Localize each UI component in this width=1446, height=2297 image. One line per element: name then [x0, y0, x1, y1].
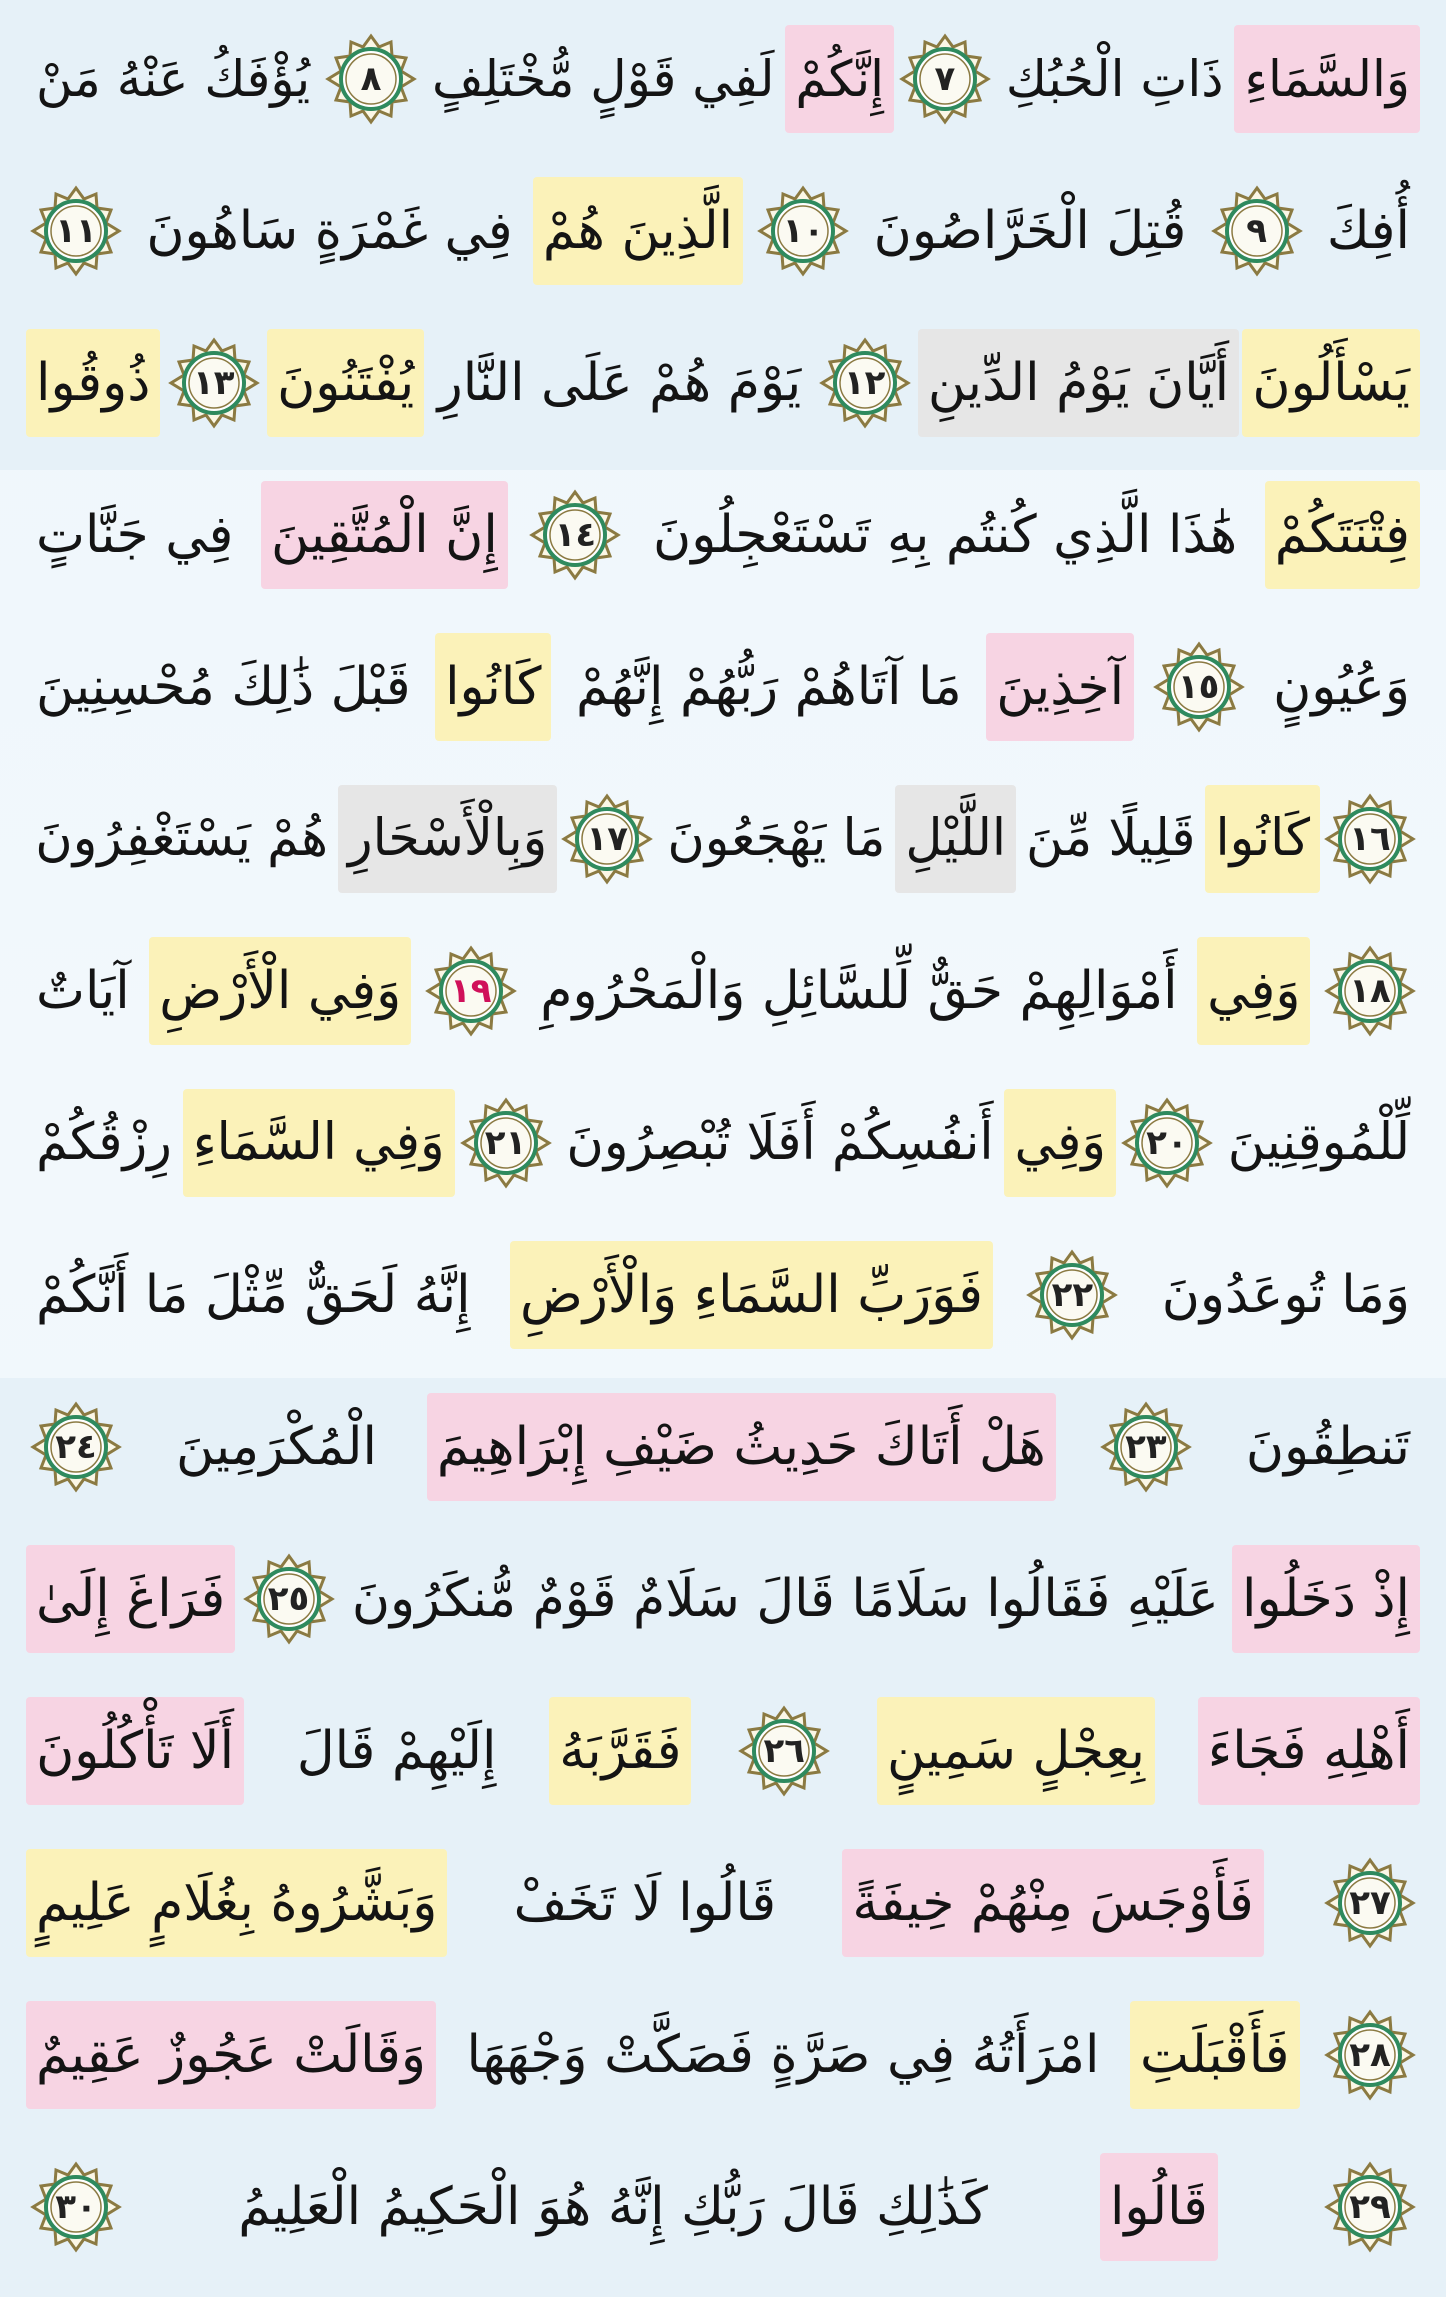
ayah-number-marker-icon [243, 1553, 335, 1645]
verse-text: أَنفُسِكُمْ أَفَلَا تُبْصِرُونَ [566, 1113, 994, 1172]
highlighted-phrase: بِعِجْلٍ سَمِينٍ [877, 1697, 1155, 1805]
ayah-number-marker-icon [30, 1401, 122, 1493]
highlighted-phrase: وَفِي [1004, 1089, 1116, 1197]
ayah-number-marker-icon [561, 793, 653, 885]
verse-text: امْرَأَتُهُ فِي صَرَّةٍ فَصَكَّتْ وَجْهَهَا [466, 2025, 1100, 2085]
verse-text: لِّلْمُوقِنِينَ [1227, 1113, 1410, 1172]
verse-line [20, 160, 1426, 302]
verse-text: الْمُكْرَمِينَ [176, 1417, 377, 1477]
ayah-number: ٣٠ [55, 2187, 97, 2227]
verse-text: تَنطِقُونَ [1245, 1417, 1410, 1477]
ayah-number-marker-icon [1026, 1249, 1118, 1341]
highlighted-phrase: فَأَوْجَسَ مِنْهُمْ خِيفَةً [842, 1849, 1263, 1957]
ayah-number-marker-icon [1100, 1401, 1192, 1493]
verse-line [20, 312, 1426, 454]
ayah-number: ٨ [360, 59, 382, 99]
verse-text: قَبْلَ ذَٰلِكَ مُحْسِنِينَ [36, 657, 411, 717]
verse-text: هَٰذَا الَّذِي كُنتُم بِهِ تَسْتَعْجِلُونَ [653, 505, 1238, 565]
verse-line [20, 768, 1426, 910]
verse-line [20, 1528, 1426, 1670]
ayah-number-marker-icon [738, 1705, 830, 1797]
ayah-number-marker-icon [30, 185, 122, 277]
ayah-number: ٢٥ [267, 1579, 310, 1619]
verse-line [20, 1376, 1426, 1518]
ayah-number-marker-icon [1324, 2009, 1416, 2101]
ayah-number: ١٨ [1349, 971, 1391, 1011]
highlighted-phrase: إِنَّكُمْ [785, 25, 894, 133]
highlighted-phrase: وَقَالَتْ عَجُوزٌ عَقِيمٌ [26, 2001, 436, 2109]
highlighted-phrase: وَفِي [1197, 937, 1310, 1045]
verse-text: فِي جَنَّاتٍ [36, 505, 234, 565]
verse-line [20, 464, 1426, 606]
verse-text: إِلَيْهِمْ قَالَ [296, 1721, 497, 1781]
ayah-number: ٢٣ [1125, 1427, 1167, 1467]
verse-text: قَلِيلًا مِّنَ [1026, 809, 1196, 868]
ayah-number: ١٥ [1177, 667, 1220, 707]
ayah-number-marker-icon [1324, 2161, 1416, 2253]
ayah-number: ١٩ [449, 971, 492, 1011]
verse-text: عَلَيْهِ فَقَالُوا سَلَامًا قَالَ سَلَامٌ قَوْمٌ مُّنكَرُونَ [351, 1569, 1219, 1629]
highlighted-phrase: وَبَشَّرُوهُ بِغُلَامٍ عَلِيمٍ [26, 1849, 447, 1957]
verse-text: كَذَٰلِكِ قَالَ رَبُّكِ إِنَّهُ هُوَ الْحَكِيمُ الْعَلِيمُ [238, 2177, 988, 2237]
highlighted-phrase: فَقَرَّبَهُ [549, 1697, 691, 1805]
highlighted-phrase: إِذْ دَخَلُوا [1232, 1545, 1420, 1653]
ayah-number: ١٤ [554, 515, 597, 555]
verse-text: يَوْمَ هُمْ عَلَى النَّارِ [437, 353, 802, 413]
highlighted-phrase: وَفِي الْأَرْضِ [149, 937, 411, 1045]
ayah-number: ٢٢ [1051, 1275, 1094, 1315]
verse-text: هُمْ يَسْتَغْفِرُونَ [35, 809, 329, 868]
highlighted-phrase: آخِذِينَ [986, 633, 1134, 741]
ayah-number: ١٦ [1349, 819, 1391, 859]
verse-line [20, 8, 1426, 150]
ayah-number-marker-icon [30, 2161, 122, 2253]
ayah-number: ١٧ [586, 819, 629, 859]
ayah-number-marker-icon [1121, 1097, 1213, 1189]
highlighted-phrase: كَانُوا [435, 633, 551, 741]
highlighted-phrase: هَلْ أَتَاكَ حَدِيثُ ضَيْفِ إِبْرَاهِيمَ [427, 1393, 1056, 1501]
highlighted-phrase: ذُوقُوا [26, 329, 160, 437]
ayah-number: ١٠ [782, 211, 825, 251]
verse-line [20, 1832, 1426, 1974]
ayah-number-marker-icon [325, 33, 417, 125]
ayah-number-marker-icon [1324, 793, 1416, 885]
verse-text: وَمَا تُوعَدُونَ [1161, 1265, 1410, 1325]
ayah-number: ١٢ [843, 363, 886, 403]
highlighted-phrase: إِنَّ الْمُتَّقِينَ [261, 481, 508, 589]
ayah-number: ١١ [55, 211, 97, 251]
highlighted-phrase: كَانُوا [1205, 785, 1320, 893]
verse-text: قُتِلَ الْخَرَّاصُونَ [873, 201, 1187, 261]
highlighted-phrase: الَّذِينَ هُمْ [533, 177, 743, 285]
verse-line [20, 2136, 1426, 2278]
verse-text: أَمْوَالِهِمْ حَقٌّ لِّلسَّائِلِ وَالْمَحْرُومِ [540, 961, 1178, 1021]
highlighted-phrase: اللَّيْلِ [895, 785, 1016, 893]
highlighted-phrase: فَوَرَبِّ السَّمَاءِ وَالْأَرْضِ [510, 1241, 993, 1349]
verse-line [20, 1224, 1426, 1366]
ayah-number-marker-icon [819, 337, 911, 429]
ayah-number-marker-icon [1211, 185, 1303, 277]
highlighted-phrase: أَهْلِهِ فَجَاءَ [1198, 1697, 1420, 1805]
verse-text: أُفِكَ [1326, 201, 1410, 261]
ayah-number: ١٣ [192, 363, 235, 403]
verse-text: مَا يَهْجَعُونَ [667, 809, 886, 868]
ayah-number: ٢١ [484, 1123, 527, 1163]
ayah-number-marker-icon [1324, 1857, 1416, 1949]
highlighted-phrase: يَسْأَلُونَ [1242, 329, 1420, 437]
ayah-number: ٢٨ [1349, 2035, 1391, 2075]
highlighted-phrase: يُفْتَنُونَ [267, 329, 424, 437]
highlighted-phrase: وَبِالْأَسْحَارِ [338, 785, 557, 893]
verse-text: ذَاتِ الْحُبُكِ [1005, 50, 1224, 108]
ayah-number-marker-icon [899, 33, 991, 125]
verse-text: آيَاتٌ [36, 961, 130, 1021]
verse-line [20, 1984, 1426, 2126]
ayah-number-marker-icon [168, 337, 260, 429]
ayah-number-marker-icon [1324, 945, 1416, 1037]
highlighted-phrase: وَالسَّمَاءِ [1234, 25, 1420, 133]
highlighted-phrase: وَفِي السَّمَاءِ [183, 1089, 455, 1197]
verse-text: لَفِي قَوْلٍ مُّخْتَلِفٍ [431, 50, 775, 108]
ayah-number: ٩ [1246, 211, 1267, 251]
verse-line [20, 920, 1426, 1062]
verse-line [20, 616, 1426, 758]
ayah-number: ٢٠ [1146, 1123, 1188, 1163]
ayah-number-marker-icon [529, 489, 621, 581]
ayah-number-marker-icon [1153, 641, 1245, 733]
ayah-number: ٢٤ [55, 1427, 97, 1467]
highlighted-phrase: أَيَّانَ يَوْمُ الدِّينِ [918, 329, 1239, 437]
ayah-number-marker-icon [460, 1097, 552, 1189]
ayah-number: ٧ [934, 59, 956, 99]
highlighted-phrase: فَرَاغَ إِلَىٰ [26, 1545, 235, 1653]
highlighted-phrase: فَأَقْبَلَتِ [1130, 2001, 1300, 2109]
verse-text: يُؤْفَكُ عَنْهُ مَنْ [36, 50, 311, 108]
ayah-number: ٢٧ [1349, 1883, 1391, 1923]
ayah-number: ٢٦ [763, 1731, 805, 1771]
verse-text: قَالُوا لَا تَخَفْ [513, 1873, 777, 1933]
verse-text: مَا آتَاهُمْ رَبُّهُمْ إِنَّهُمْ [575, 657, 962, 717]
ayah-number: ٢٩ [1349, 2187, 1391, 2227]
highlighted-phrase: فِتْنَتَكُمْ [1265, 481, 1420, 589]
verse-line [20, 1680, 1426, 1822]
ayah-number-marker-icon [757, 185, 849, 277]
verse-text: وَعُيُونٍ [1273, 657, 1410, 717]
ayah-number-marker-icon [425, 945, 517, 1037]
verse-text: إِنَّهُ لَحَقٌّ مِّثْلَ مَا أَنَّكُمْ [36, 1265, 471, 1325]
verse-line [20, 1072, 1426, 1214]
highlighted-phrase: أَلَا تَأْكُلُونَ [26, 1697, 244, 1805]
verse-text: رِزْقُكُمْ [36, 1113, 172, 1172]
verse-text: فِي غَمْرَةٍ سَاهُونَ [146, 201, 513, 261]
highlighted-phrase: قَالُوا [1100, 2153, 1218, 2261]
